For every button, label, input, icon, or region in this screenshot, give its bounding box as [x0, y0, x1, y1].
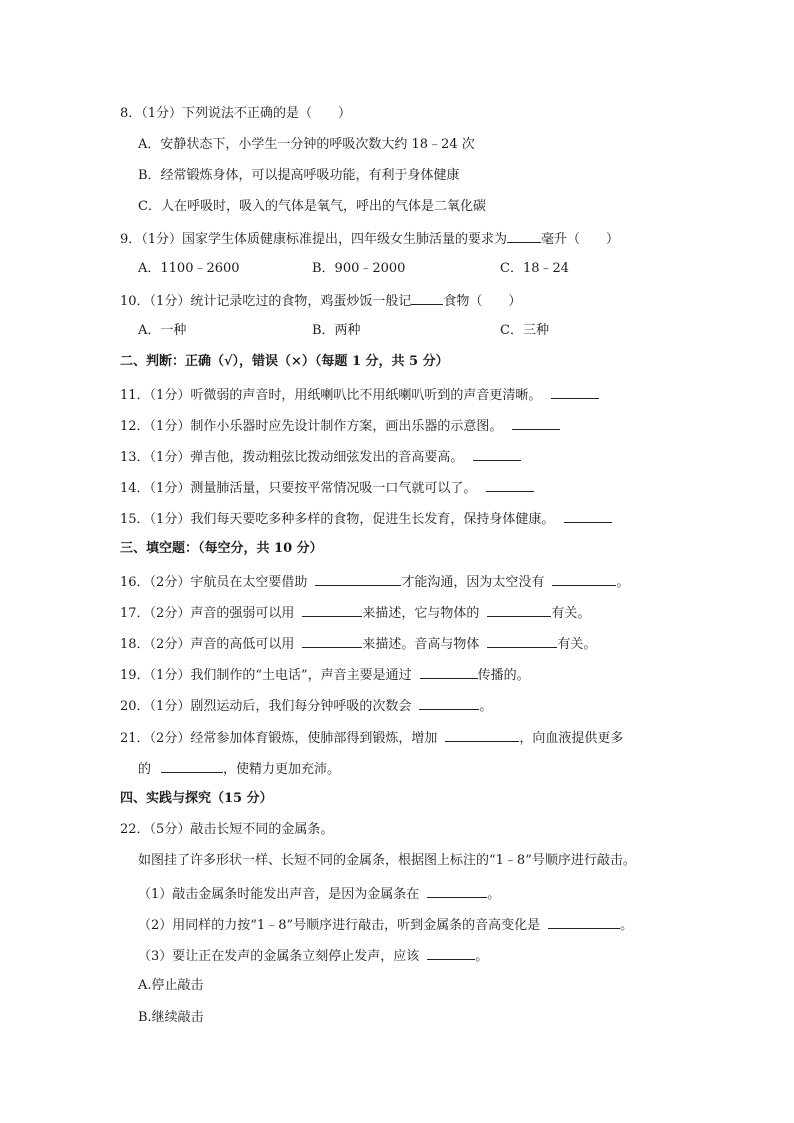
q22-description: 如图挂了许多形状一样、长短不同的金属条，根据图上标注的“1﹣8”号顺序进行敲击。 [138, 853, 636, 868]
q12-text: 12．（1分）制作小乐器时应先设计制作方案，画出乐器的示意图。 [120, 419, 503, 434]
q16-text-2: 才能沟通，因为太空没有 [401, 575, 545, 590]
q22-sub-2 [138, 916, 633, 934]
q18 [120, 635, 596, 653]
section-3-heading: 三、填空题：（每空分，共 10 分） [120, 541, 323, 556]
q22-sub-1-blank[interactable] [427, 885, 487, 898]
q22-sub-1-text: （1）敲击金属条时能发出声音，是因为金属条在 [138, 887, 420, 902]
q21-blank-1[interactable] [445, 729, 519, 742]
q15-text: 15．（1分）我们每天要吃多种多样的食物，促进生长发育，保持身体健康。 [120, 512, 555, 527]
q9-stem-text: 9．（1分）国家学生体质健康标准提出，四年级女生肺活量的要求为 [120, 232, 508, 247]
q14 [120, 479, 534, 497]
q10-stem [120, 292, 521, 310]
q21-text-2: ，向血液提供更多 [519, 731, 624, 746]
q18-text-3: 有关。 [557, 637, 597, 652]
q10-stem-text: 10．（1分）统计记录吃过的食物，鸡蛋炒饭一般记 [120, 294, 412, 309]
q21-line-1 [120, 729, 623, 747]
q12-blank[interactable] [512, 417, 560, 430]
q13-text: 13．（1分）弹吉他，拨动粗弦比拨动细弦发出的音高要高。 [120, 450, 464, 465]
q19-blank[interactable] [420, 666, 478, 679]
q19 [120, 666, 530, 684]
q9-option-b: B．900﹣2000 [312, 261, 406, 276]
q10-option-c: C．三种 [500, 323, 549, 338]
q8-option-b: B．经常锻炼身体，可以提高呼吸功能，有利于身体健康 [138, 168, 460, 183]
q20 [120, 697, 492, 715]
q20-text-2: 。 [479, 699, 493, 714]
q21-text-1: 21．（2分）经常参加体育锻炼，使肺部得到锻炼，增加 [120, 731, 438, 746]
q8-option-c: C．人在呼吸时，吸入的气体是氧气，呼出的气体是二氧化碳 [138, 199, 486, 214]
q18-blank-2[interactable] [487, 635, 557, 648]
q22-sub-3-end: 。 [475, 949, 489, 964]
q15 [120, 510, 612, 528]
q10-option-a: A．一种 [138, 323, 187, 338]
q11 [120, 386, 599, 404]
q17-blank-1[interactable] [302, 604, 362, 617]
q8-option-a: A．安静状态下，小学生一分钟的呼吸次数大约 18﹣24 次 [138, 137, 475, 152]
q21-text-4: ，使精力更加充沛。 [223, 762, 341, 777]
q17-text-2: 来描述，它与物体的 [362, 606, 480, 621]
section-2-heading: 二、判断：正确（√），错误（×）（每题 1 分，共 5 分） [120, 354, 449, 369]
q22-option-a: A.停止敲击 [138, 978, 204, 993]
q16-text-3: 。 [616, 575, 630, 590]
section-4-heading: 四、实践与探究（15 分） [120, 791, 273, 806]
q17-text-3: 有关。 [551, 606, 591, 621]
q17 [120, 604, 590, 622]
q10-option-b: B．两种 [312, 323, 361, 338]
q11-text: 11．（1分）听微弱的声音时，用纸喇叭比不用纸喇叭听到的声音更清晰。 [120, 388, 542, 403]
q22-sub-2-text: （2）用同样的力按“1﹣8”号顺序进行敲击，听到金属条的音高变化是 [138, 918, 541, 933]
q16-blank-2[interactable] [552, 573, 616, 586]
q16-text-1: 16．（2分）宇航员在太空要借助 [120, 575, 308, 590]
q18-blank-1[interactable] [302, 635, 362, 648]
q14-blank[interactable] [486, 479, 534, 492]
q17-text-1: 17．（2分）声音的强弱可以用 [120, 606, 295, 621]
q20-blank[interactable] [419, 697, 479, 710]
q16 [120, 573, 629, 591]
q21-text-3: 的 [138, 762, 152, 777]
q22-sub-2-blank[interactable] [548, 916, 620, 929]
q17-blank-2[interactable] [487, 604, 551, 617]
q9-option-a: A．1100﹣2600 [138, 261, 240, 276]
q9-stem [120, 230, 619, 248]
q21-blank-2[interactable] [161, 760, 223, 773]
q15-blank[interactable] [564, 510, 612, 523]
q10-blank[interactable] [411, 292, 443, 305]
q13 [120, 448, 521, 466]
q9-blank[interactable] [507, 230, 541, 243]
q22-sub-3-blank[interactable] [427, 947, 475, 960]
q13-blank[interactable] [473, 448, 521, 461]
q9-option-c: C．18﹣24 [500, 261, 570, 276]
q14-text: 14．（1分）测量肺活量，只要按平常情况吸一口气就可以了。 [120, 481, 477, 496]
q22-option-b: B.继续敲击 [138, 1010, 204, 1025]
q21-line-2 [138, 760, 340, 778]
q11-blank[interactable] [551, 386, 599, 399]
q22-stem: 22．（5分）敲击长短不同的金属条。 [120, 822, 334, 837]
q8-stem: 8．（1分）下列说法不正确的是（ ） [120, 106, 352, 121]
q22-sub-3-text: （3）要让正在发声的金属条立刻停止发声，应该 [138, 949, 420, 964]
q16-blank-1[interactable] [315, 573, 401, 586]
q22-sub-2-end: 。 [620, 918, 634, 933]
q22-sub-3 [138, 947, 488, 965]
q19-text-1: 19．（1分）我们制作的“土电话”，声音主要是通过 [120, 668, 412, 683]
q18-text-2: 来描述。音高与物体 [362, 637, 480, 652]
q22-sub-1-end: 。 [487, 887, 501, 902]
q19-text-2: 传播的。 [477, 668, 530, 683]
q22-sub-1 [138, 885, 500, 903]
q18-text-1: 18．（2分）声音的高低可以用 [120, 637, 295, 652]
q9-stem-unit: 毫升（ ） [541, 232, 620, 247]
q10-stem-unit: 食物（ ） [443, 294, 522, 309]
q12 [120, 417, 560, 435]
q20-text-1: 20．（1分）剧烈运动后，我们每分钟呼吸的次数会 [120, 699, 412, 714]
